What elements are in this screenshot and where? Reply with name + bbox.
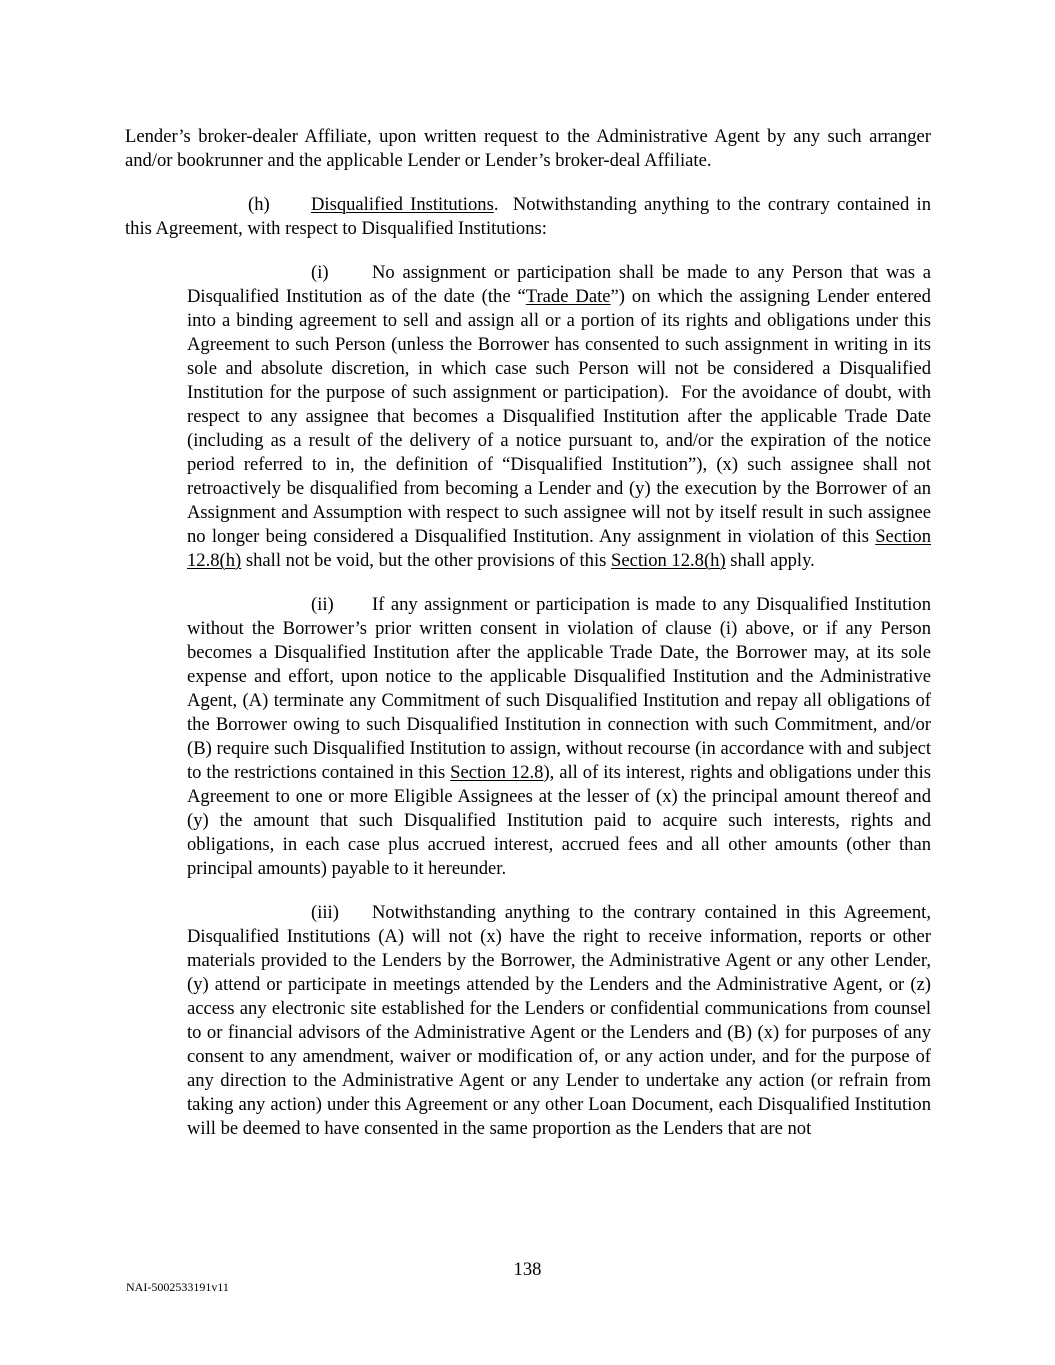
clause-text: shall apply. <box>725 550 815 571</box>
heading-punctuation: . <box>493 194 499 215</box>
clause-number: (h) <box>248 194 270 215</box>
paragraph-i <box>187 261 936 573</box>
clause-text: ”) on which the assigning Lender entered into a binding agreement to sell and assign all or a portion of its rights and obligations under this Agreement to such Person (unless the Borrower has consented to such assignment in writing in its sole and absolute discretion, in which case such Person will not be considered a Disqualified Institution for the purpose of such assignment or participation). For the avoidance of doubt, with respect to any assignee that becomes a Disqualified Institution after the applicable Trade Date (including as a result of the delivery of a notice pursuant to, and/or the expiration of the notice period referred to in, the definition of “Disqualified Institution”), (x) such assignee shall not retroactively be disqualified from becoming a Lender and (y) the execution by the Borrower of an Assignment and Assumption with respect to such assignee will not by itself result in such assignee no longer being considered a Disqualified Institution. Any assignment in violation of this <box>187 286 936 547</box>
clause-text: Notwithstanding anything to the contrary contained in this Agreement, with respect to Disqualified Institutions: <box>125 194 936 239</box>
clause-number: (i) <box>311 262 329 283</box>
document-id: NAI-5002533191v11 <box>126 1280 229 1294</box>
clause-text: ), all of its interest, rights and obligations under this Agreement to one or more Eligible Assignees at the lesser of (x) the principal amount thereof and (y) the amount that such Disqualified Institution paid to acquire such interests, rights and obligations, in each case plus accrued interest, accrued fees and all other amounts (other than principal amounts) payable to it hereunder. <box>187 762 931 879</box>
defined-term: Trade Date <box>525 286 611 307</box>
clause-number: (iii) <box>311 902 339 923</box>
page-body <box>125 125 936 1161</box>
paragraph-iii <box>187 901 931 1141</box>
continuation-paragraph: Lender’s broker-dealer Affiliate, upon written request to the Administrative Agent by any such arranger and/or bookrunner and the applicable Lender or Lender’s broker-deal Affiliate. <box>125 126 931 171</box>
section-reference: Section 12.8(h) <box>611 550 726 571</box>
section-reference: Section 12.8 <box>450 762 544 783</box>
clause-text: If any assignment or participation is made to any Disqualified Institution without the Borrower’s prior written consent in violation of clause (i) above, or if any Person becomes a Disqualified Institution after the applicable Trade Date, the Borrower may, at its sole expense and effort, upon notice to the applicable Disqualified Institution and the Administrative Agent, (A) terminate any Commitment of such Disqualified Institution and repay all obligations of the Borrower owing to such Disqualified Institution in connection with such Commitment, and/or (B) require such Disqualified Institution to assign, without recourse (in accordance with and subject to the restrictions contained in this <box>187 594 931 783</box>
clause-text: No assignment or participation shall be made to any Person that was a Disqualified Institution as of the date (the “ <box>187 262 931 307</box>
clause-heading: Disqualified Institutions <box>311 194 494 215</box>
section-reference: Section 12.8(h) <box>187 526 931 571</box>
clause-text: Notwithstanding anything to the contrary contained in this Agreement, Disqualified Institutions (A) will not (x) have the right to receive information, reports or other materials provided to the Lenders by the Borrower, the Administrative Agent or any other Lender, (y) attend or participate in meetings attended by the Lenders and the Administrative Agent, or (z) access any electronic site established for the Lenders or confidential communications from counsel to or financial advisors of the Administrative Agent or the Lenders and (B) (x) for purposes of any consent to any amendment, waiver or modification of, or any action under, and for the purpose of any direction to the Administrative Agent or any Lender to undertake any action (or refrain from taking any action) under this Agreement or any other Loan Document, each Disqualified Institution will be deemed to have consented in the same proportion as the Lenders that are not <box>187 902 931 1139</box>
paragraph-h <box>125 193 936 241</box>
clause-number: (ii) <box>311 594 334 615</box>
clause-text: shall not be void, but the other provisions of this <box>241 550 612 571</box>
page-number: 138 <box>513 1259 542 1280</box>
paragraph-ii <box>187 593 931 881</box>
